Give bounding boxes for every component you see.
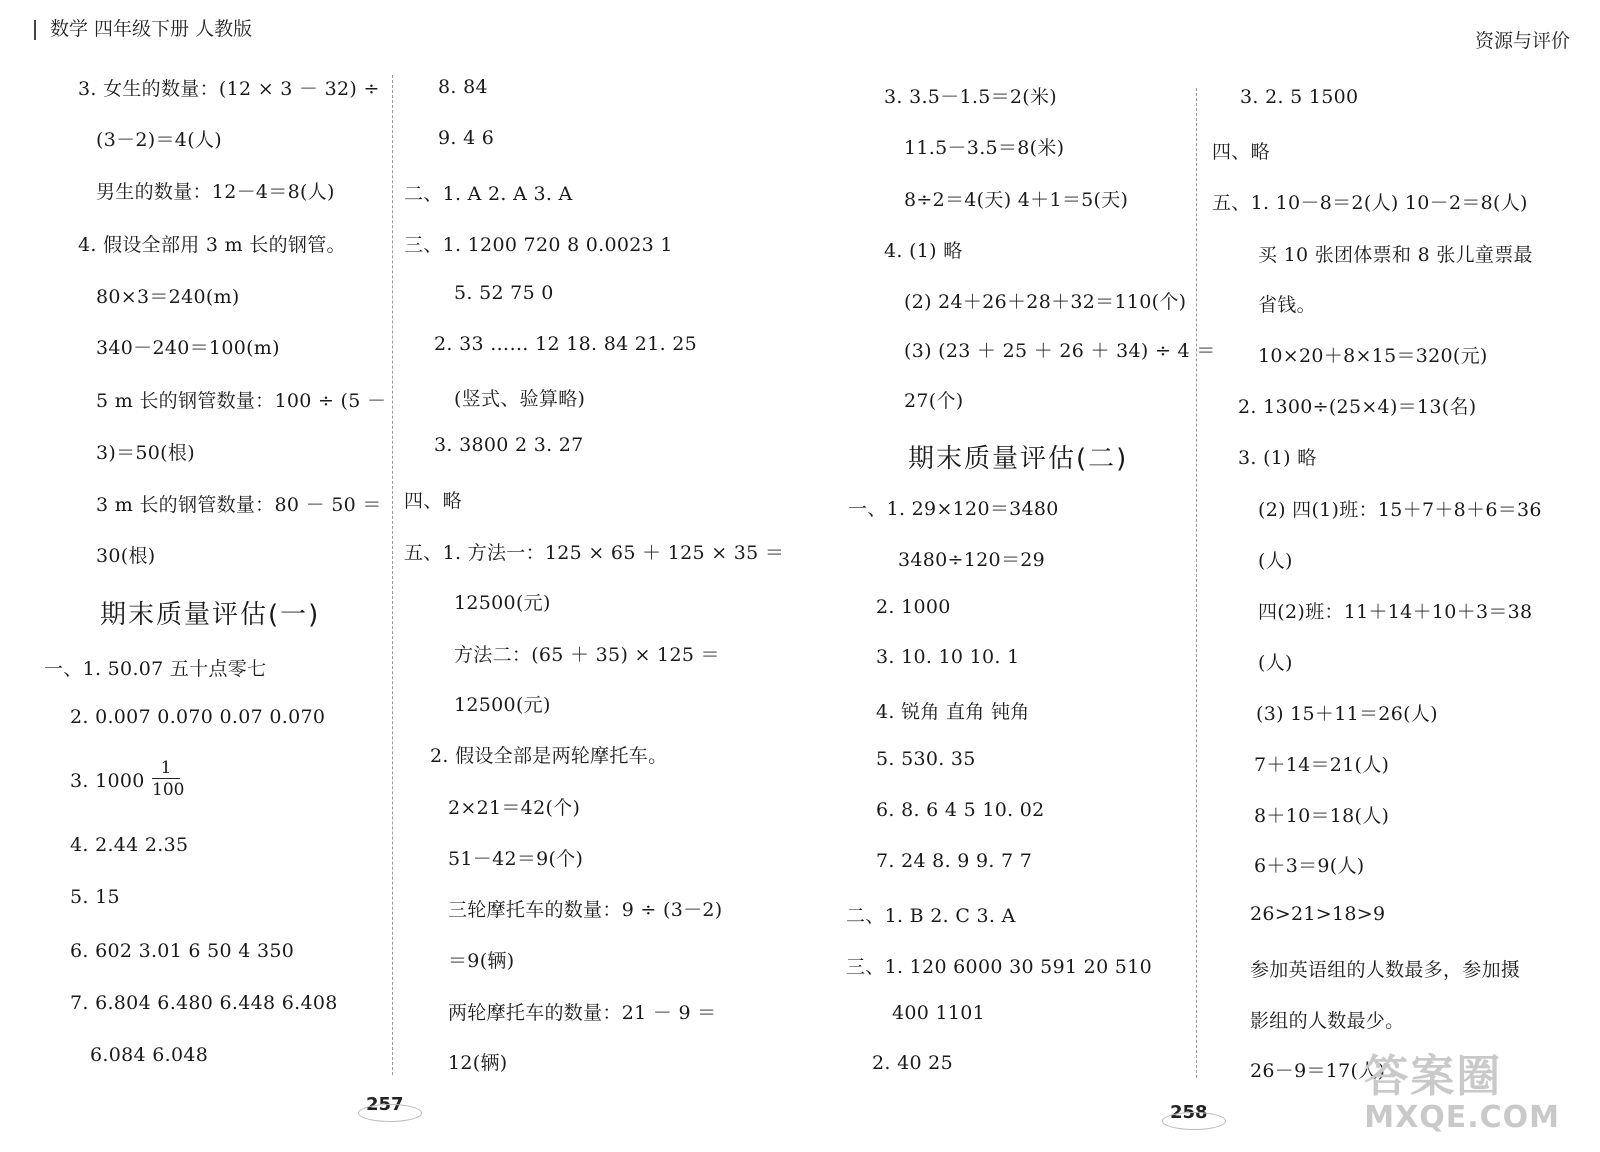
answer-line: 男生的数量：12－4＝8(人) xyxy=(96,181,335,203)
answer-line: 4. 假设全部用 3 m 长的钢管。 xyxy=(78,234,346,256)
answer-line: 8. 84 xyxy=(438,76,488,98)
answer-line: 2. 1300÷(25×4)＝13(名) xyxy=(1238,396,1477,418)
answer-line: 3. 1000 xyxy=(70,770,145,792)
fraction-numerator: 1 xyxy=(152,758,180,779)
column-divider-right xyxy=(1196,88,1197,1078)
watermark-line2: MXQE.COM xyxy=(1364,1100,1560,1135)
answer-line: 四、略 xyxy=(1212,141,1270,163)
answer-line: 12500(元) xyxy=(454,592,551,614)
answer-line: (人) xyxy=(1258,550,1293,572)
answer-line: 3480÷120＝29 xyxy=(898,549,1046,571)
answer-line: 26>21>18>9 xyxy=(1250,903,1386,925)
answer-line: 27(个) xyxy=(904,390,964,412)
fraction-one-hundredth xyxy=(152,758,185,801)
answer-line: 省钱。 xyxy=(1258,294,1316,316)
answer-line: 12(辆) xyxy=(448,1052,508,1074)
answer-line: 9. 4 6 xyxy=(438,127,495,149)
answer-line: 12500(元) xyxy=(454,694,551,716)
answer-line: 一、1. 50.07 五十点零七 xyxy=(44,658,267,680)
answer-line: 2. 40 25 xyxy=(872,1052,953,1074)
page-number-text: 257 xyxy=(366,1094,404,1115)
answer-line: 6. 8. 6 4 5 10. 02 xyxy=(876,799,1045,821)
answer-line: 4. (1) 略 xyxy=(884,240,963,262)
section-title: 期末质量评估(一) xyxy=(100,600,321,630)
answer-line: 五、1. 10－8＝2(人) 10－2＝8(人) xyxy=(1212,192,1528,214)
answer-line: 8＋10＝18(人) xyxy=(1254,805,1390,827)
answer-line: 10×20＋8×15＝320(元) xyxy=(1258,345,1488,367)
answer-line: 5. 15 xyxy=(70,886,120,908)
answer-line: 3. 女生的数量：(12 × 3 － 32) ÷ xyxy=(78,78,380,100)
answer-line: 2. 0.007 0.070 0.07 0.070 xyxy=(70,706,326,728)
answer-line: 买 10 张团体票和 8 张儿童票最 xyxy=(1258,244,1533,266)
answer-line: 四、略 xyxy=(404,490,462,512)
answer-line: 5. 52 75 0 xyxy=(454,282,554,304)
answer-line: 3. 3800 2 3. 27 xyxy=(434,434,584,456)
answer-line: 5. 530. 35 xyxy=(876,748,976,770)
page-number-left xyxy=(366,1094,404,1115)
fraction-denominator: 100 xyxy=(152,780,185,800)
page-number-oval xyxy=(1162,1112,1226,1130)
answer-line: 51－42＝9(个) xyxy=(448,848,584,870)
answer-line: 3 m 长的钢管数量：80 － 50 ＝ xyxy=(96,494,382,516)
watermark xyxy=(1364,1040,1560,1135)
watermark-line1: 答案圈 xyxy=(1364,1051,1503,1102)
answer-line: 参加英语组的人数最多，参加摄 xyxy=(1250,959,1521,981)
answer-line: 3)＝50(根) xyxy=(96,442,195,464)
answer-line: ＝9(辆) xyxy=(448,950,515,972)
answer-line: 三、1. 120 6000 30 591 20 510 xyxy=(846,956,1152,978)
answer-line: (2) 四(1)班：15＋7＋8＋6＝36 xyxy=(1258,499,1542,521)
book-header-text: 数学 四年级下册 人教版 xyxy=(50,18,253,40)
answer-line: 2×21＝42(个) xyxy=(448,797,581,819)
answer-line: 两轮摩托车的数量：21 － 9 ＝ xyxy=(448,1002,717,1024)
section-title: 期末质量评估(二) xyxy=(908,444,1129,474)
header-bar xyxy=(34,20,36,40)
answer-line: (3) (23 ＋ 25 ＋ 26 ＋ 34) ÷ 4 ＝ xyxy=(904,340,1216,362)
answer-line: 3. 10. 10 10. 1 xyxy=(876,646,1020,668)
answer-line: 3. 2. 5 1500 xyxy=(1240,86,1359,108)
answer-line: 3. 3.5－1.5＝2(米) xyxy=(884,86,1058,108)
answer-line: 5 m 长的钢管数量：100 ÷ (5 － xyxy=(96,390,387,412)
answer-line: 400 1101 xyxy=(892,1002,986,1024)
page-number-text: 258 xyxy=(1170,1102,1208,1123)
answer-line: 340－240＝100(m) xyxy=(96,337,280,359)
answer-line: 4. 锐角 直角 钝角 xyxy=(876,701,1030,723)
answer-line: 11.5－3.5＝8(米) xyxy=(904,137,1065,159)
answer-line: 2. 假设全部是两轮摩托车。 xyxy=(430,745,668,767)
book-header xyxy=(34,14,252,41)
answer-line: (竖式、验算略) xyxy=(454,388,586,410)
answer-line: 7＋14＝21(人) xyxy=(1254,754,1390,776)
column-divider-left xyxy=(392,75,393,1075)
answer-line: 6＋3＝9(人) xyxy=(1254,855,1365,877)
answer-line: 一、1. 29×120＝3480 xyxy=(848,498,1059,520)
answer-line: 4. 2.44 2.35 xyxy=(70,834,189,856)
answer-line: 四(2)班：11＋14＋10＋3＝38 xyxy=(1258,601,1533,623)
answer-line: 80×3＝240(m) xyxy=(96,286,240,308)
answer-line: 2. 1000 xyxy=(876,596,951,618)
answer-line: 五、1. 方法一：125 × 65 ＋ 125 × 35 ＝ xyxy=(404,542,785,564)
answer-line: 3. (1) 略 xyxy=(1238,447,1317,469)
answer-line: 2. 33 …… 12 18. 84 21. 25 xyxy=(434,333,698,355)
answer-line: 26－9＝17(人) xyxy=(1250,1060,1386,1082)
series-header: 资源与评价 xyxy=(1474,30,1570,52)
answer-line: 方法二：(65 ＋ 35) × 125 ＝ xyxy=(454,644,720,666)
answer-line: 8÷2＝4(天) 4＋1＝5(天) xyxy=(904,189,1129,211)
answer-line: (3－2)＝4(人) xyxy=(96,129,222,151)
answer-line: (3) 15＋11＝26(人) xyxy=(1256,703,1438,725)
page-number-oval xyxy=(358,1104,422,1122)
answer-line: 三轮摩托车的数量：9 ÷ (3－2) xyxy=(448,899,723,921)
answer-line: 7. 24 8. 9 9. 7 7 xyxy=(876,850,1033,872)
answer-line: 三、1. 1200 720 8 0.0023 1 xyxy=(404,234,673,256)
answer-line: 30(根) xyxy=(96,545,156,567)
answer-line: (人) xyxy=(1258,652,1293,674)
answer-line: 7. 6.804 6.480 6.448 6.408 xyxy=(70,992,338,1014)
answer-line: (2) 24＋26＋28＋32＝110(个) xyxy=(904,291,1187,313)
answer-line: 影组的人数最少。 xyxy=(1250,1010,1405,1032)
page-number-right xyxy=(1170,1102,1208,1123)
answer-line: 6. 602 3.01 6 50 4 350 xyxy=(70,940,295,962)
answer-line: 二、1. B 2. C 3. A xyxy=(846,905,1016,927)
answer-line: 6.084 6.048 xyxy=(90,1044,209,1066)
answer-line: 二、1. A 2. A 3. A xyxy=(404,183,573,205)
